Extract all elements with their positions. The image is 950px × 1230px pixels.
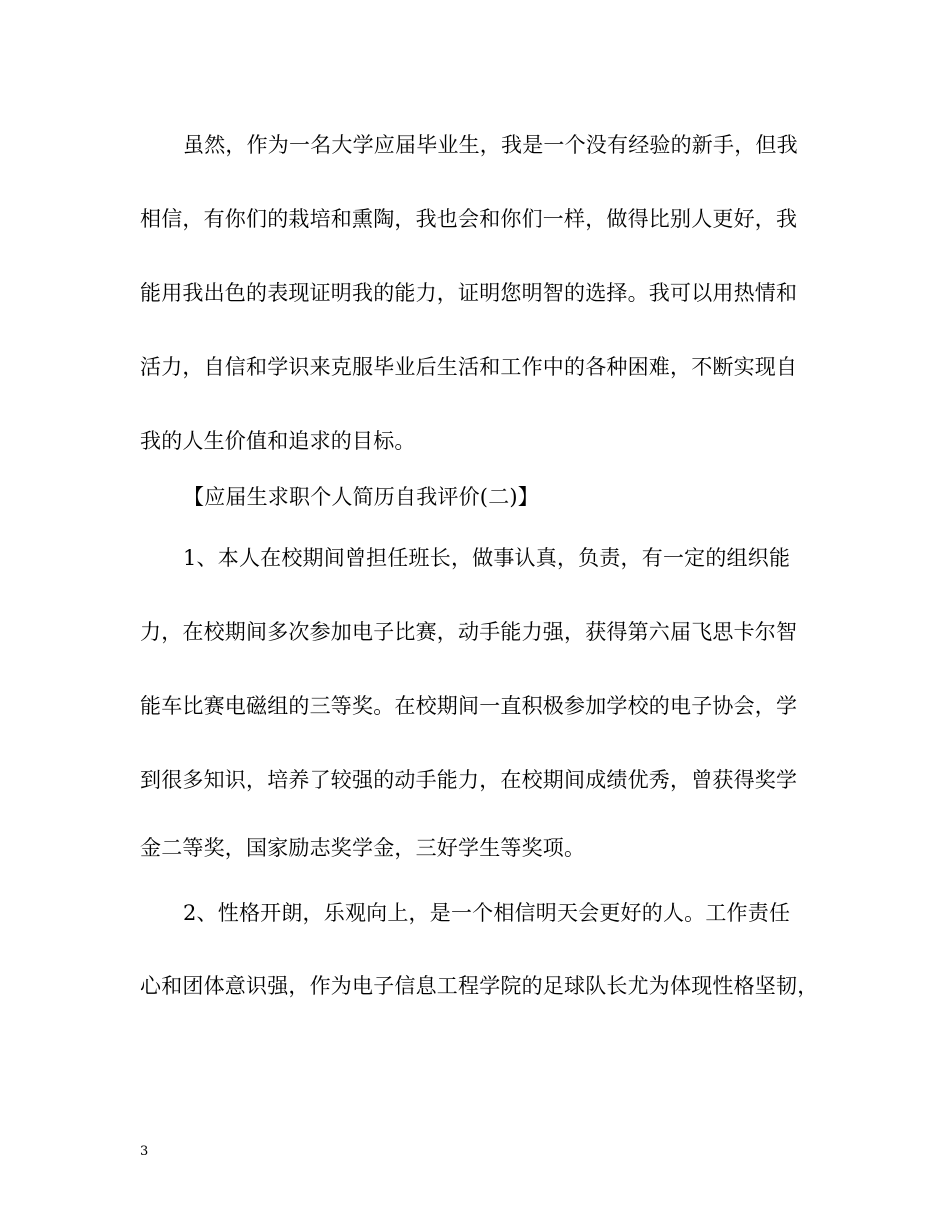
paragraph-3-line-1: 2、性格开朗，乐观向上，是一个相信明天会更好的人。工作责任: [183, 901, 791, 925]
paragraph-1-line-4: 活力，自信和学识来克服毕业后生活和工作中的各种困难，不断实现自: [140, 355, 798, 379]
section-heading: 【应届生求职个人简历自我评价(二)】: [183, 485, 539, 509]
paragraph-2-line-4: 到很多知识，培养了较强的动手能力，在校期间成绩优秀，曾获得奖学: [140, 768, 798, 792]
paragraph-2-line-3: 能车比赛电磁组的三等奖。在校期间一直积极参加学校的电子协会，学: [140, 694, 798, 718]
paragraph-1-line-3: 能用我出色的表现证明我的能力，证明您明智的选择。我可以用热情和: [140, 281, 798, 305]
paragraph-2-line-2: 力，在校期间多次参加电子比赛，动手能力强，获得第六届飞思卡尔智: [140, 620, 798, 644]
paragraph-3-line-2: 心和团体意识强，作为电子信息工程学院的足球队长尤为体现性格坚韧，: [140, 974, 819, 998]
paragraph-1-line-5: 我的人生价值和追求的目标。: [140, 429, 416, 453]
page-number: 3: [140, 1144, 149, 1159]
paragraph-2-line-1: 1、本人在校期间曾担任班长，做事认真，负责，有一定的组织能: [183, 546, 791, 570]
paragraph-2-line-5: 金二等奖，国家励志奖学金，三好学生等奖项。: [140, 836, 586, 860]
paragraph-1-line-1: 虽然，作为一名大学应届毕业生，我是一个没有经验的新手，但我: [183, 133, 798, 157]
paragraph-1-line-2: 相信，有你们的栽培和熏陶，我也会和你们一样，做得比别人更好，我: [140, 207, 798, 231]
